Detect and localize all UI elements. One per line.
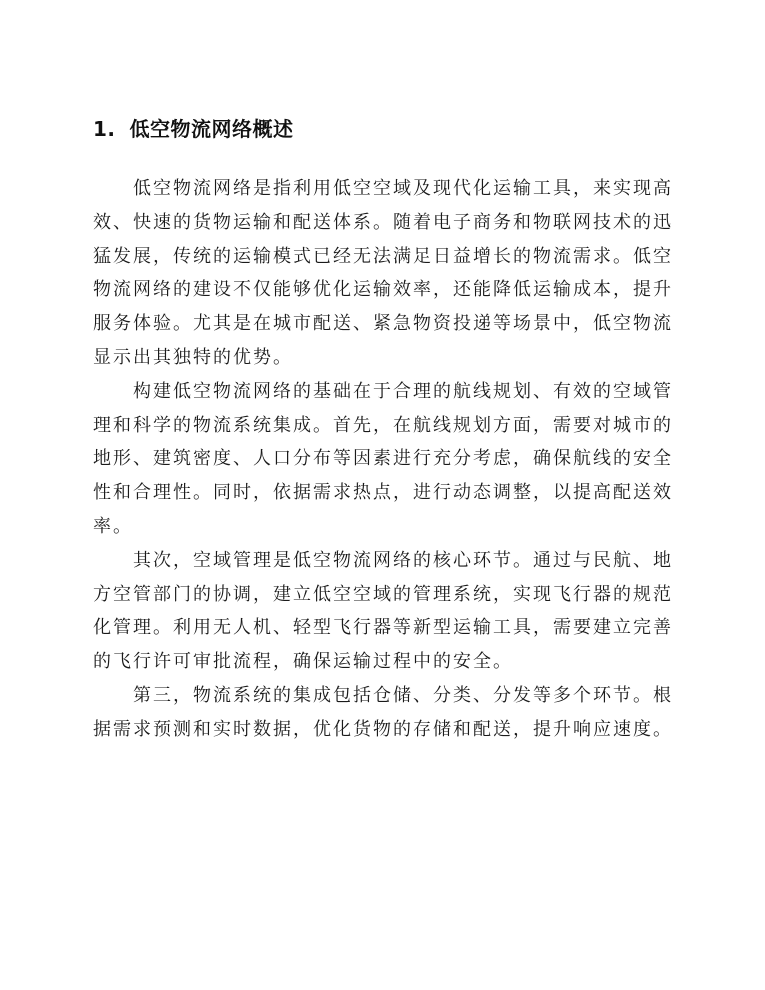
body-text xyxy=(93,172,673,747)
paragraph-integration: 第三，物流系统的集成包括仓储、分类、分发等多个环节。根据需求预测和实时数据，优化货物的存储和配送，提升响应速度。 xyxy=(93,684,673,740)
section-heading xyxy=(93,114,294,144)
paragraph-overview: 低空物流网络是指利用低空空域及现代化运输工具，来实现高效、快速的货物运输和配送体系。随着电子商务和物联网技术的迅猛发展，传统的运输模式已经无法满足日益增长的物流需求。低空物流网络的建设不仅能够优化运输效率，还能降低运输成本，提升服务体验。尤其是在城市配送、紧急物资投递等场景中，低空物流显示出其独特的优势。 xyxy=(93,178,673,368)
section-number: 1. xyxy=(93,117,116,141)
section-title: 低空物流网络概述 xyxy=(129,117,294,141)
paragraph-foundation: 构建低空物流网络的基础在于合理的航线规划、有效的空域管理和科学的物流系统集成。首先，在航线规划方面，需要对城市的地形、建筑密度、人口分布等因素进行充分考虑，确保航线的安全性和合理性。同时，依据需求热点，进行动态调整，以提高配送效率。 xyxy=(93,380,673,537)
paragraph-airspace: 其次，空域管理是低空物流网络的核心环节。通过与民航、地方空管部门的协调，建立低空空域的管理系统，实现飞行器的规范化管理。利用无人机、轻型飞行器等新型运输工具，需要建立完善的飞行许可审批流程，确保运输过程中的安全。 xyxy=(93,549,673,673)
